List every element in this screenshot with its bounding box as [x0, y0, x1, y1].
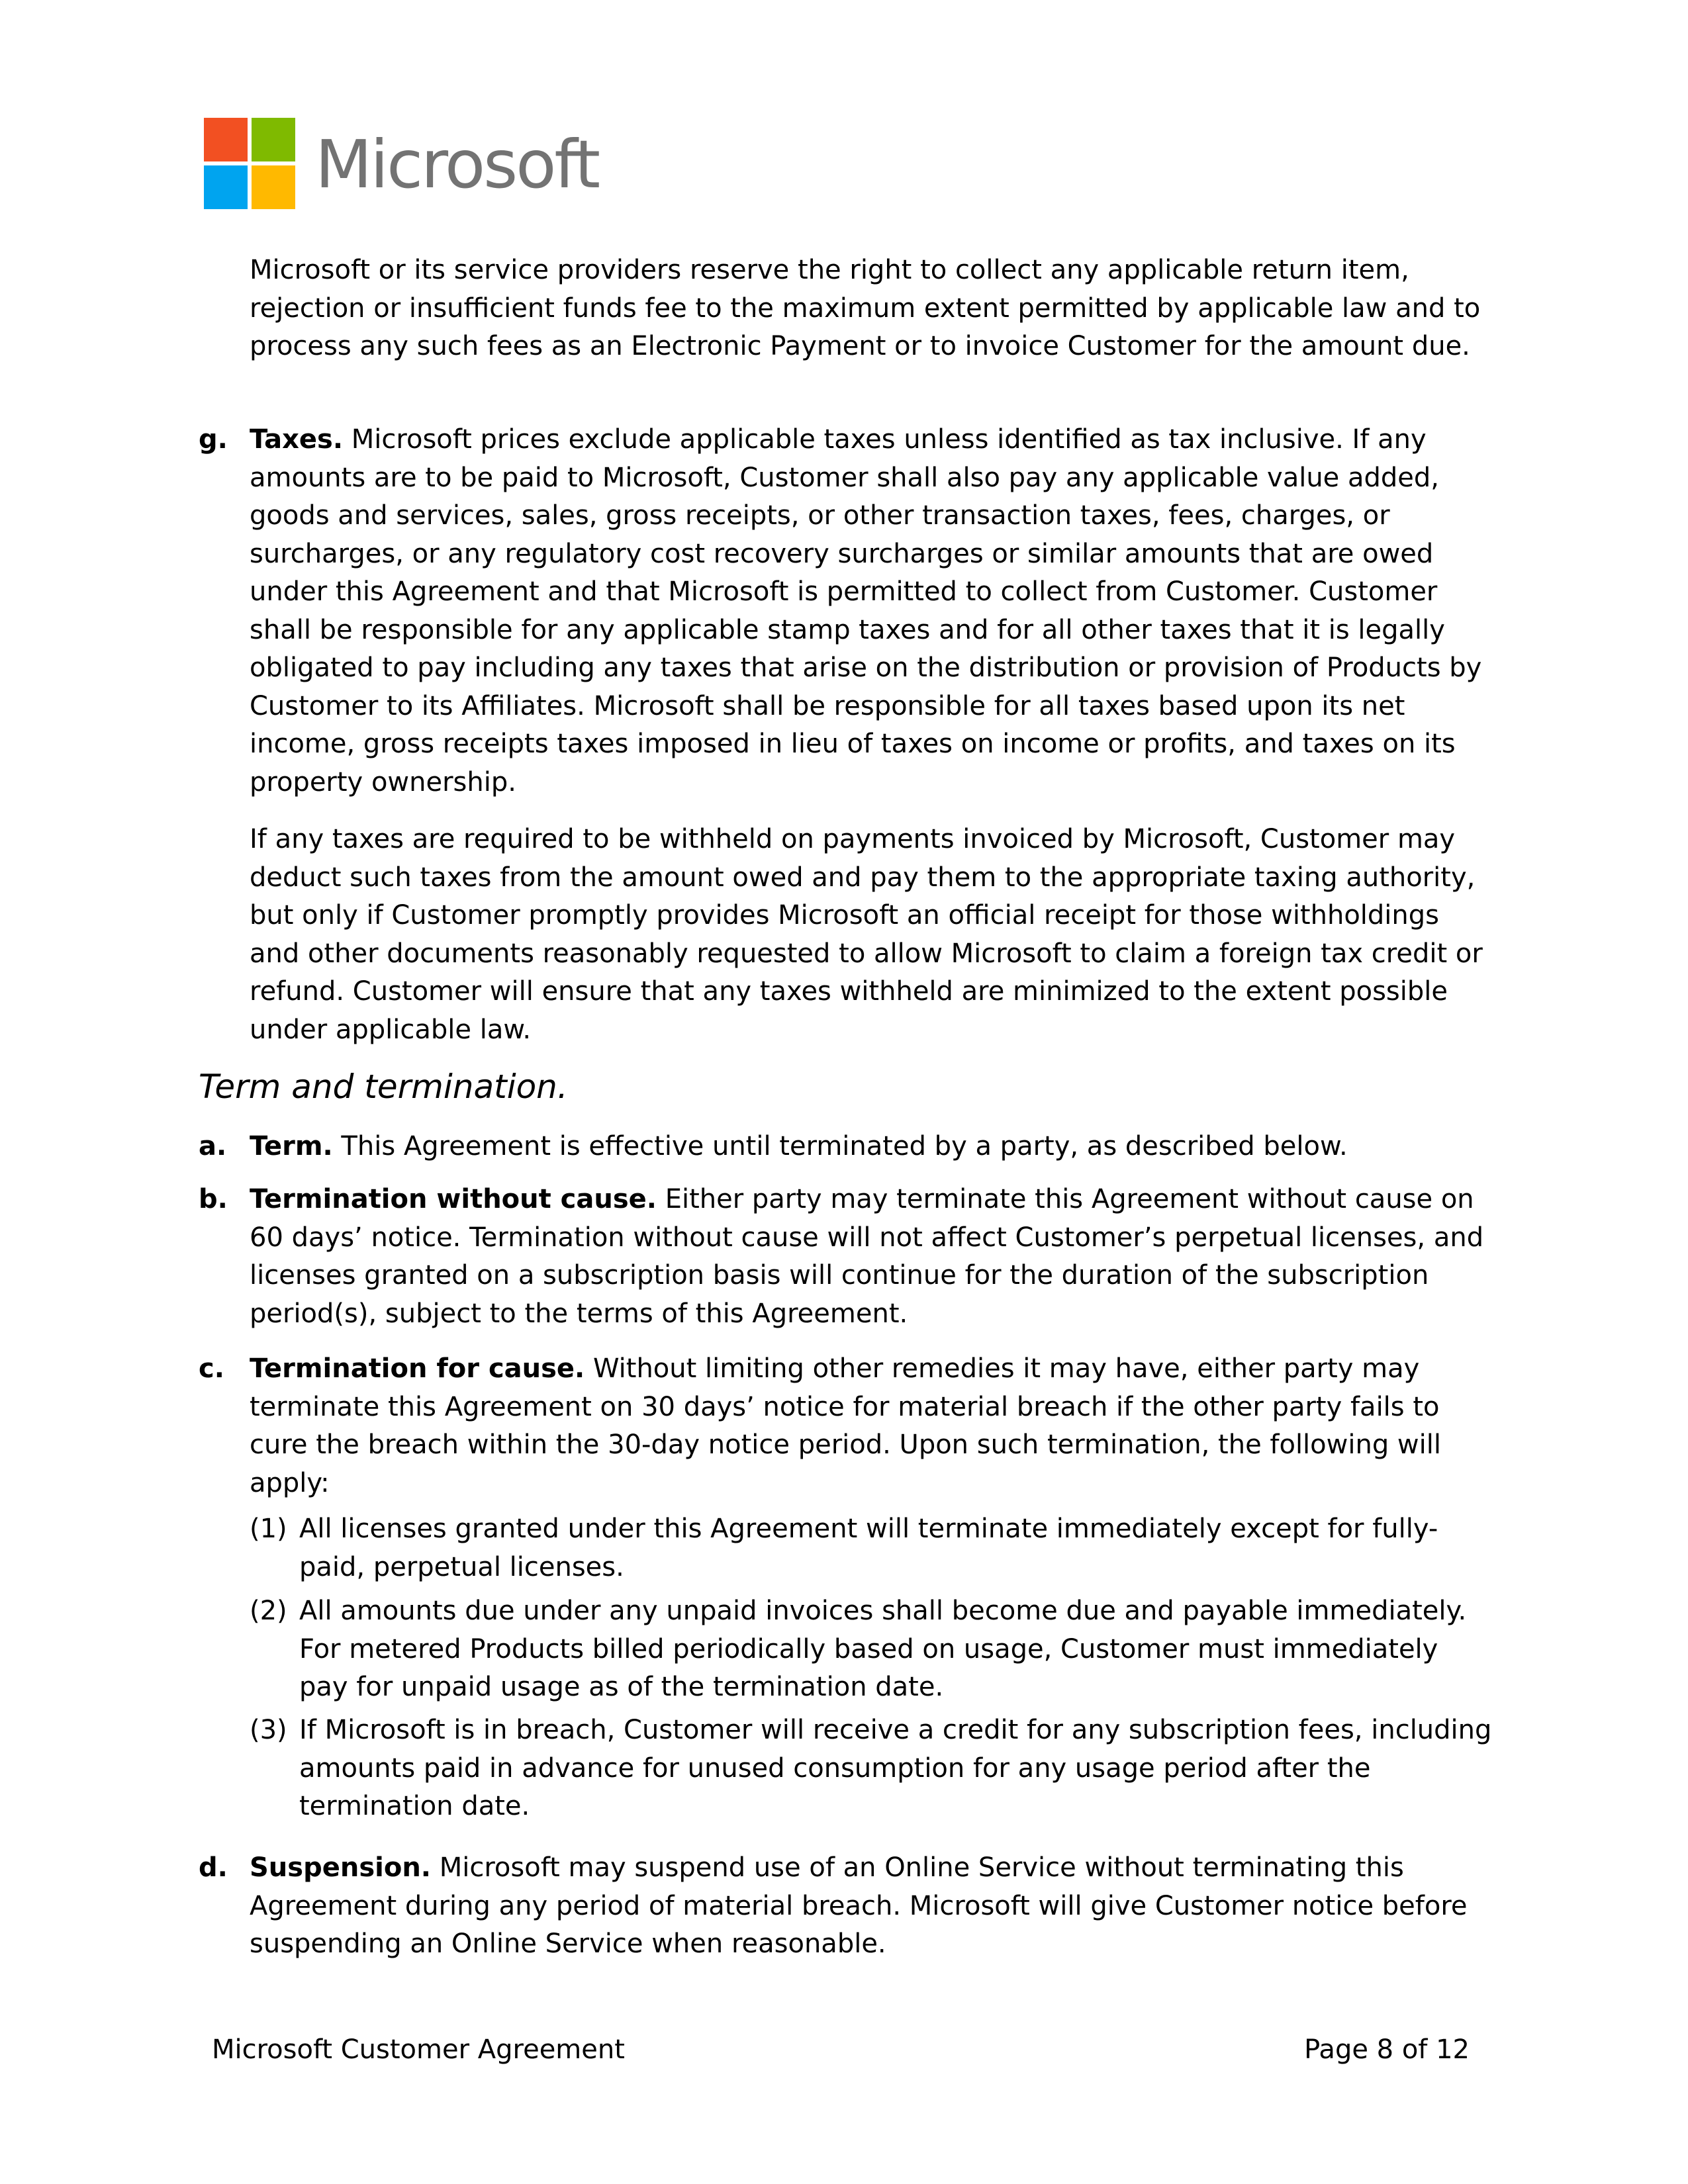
sub-item-number: (3): [250, 1715, 287, 1745]
clause-letter: d.: [199, 1852, 228, 1883]
footer-page-number: Page 8 of 12: [1304, 2034, 1470, 2065]
windows-logo-icon: [204, 118, 295, 209]
sub-item: [250, 1711, 1494, 1826]
clause-letter: a.: [199, 1131, 227, 1161]
sub-item-text: All licenses granted under this Agreement will terminate immediately except for fully-paid, perpetual licenses.: [299, 1514, 1438, 1582]
clause-text: Either party may terminate this Agreement without cause on 60 days’ notice. Termination without cause will not affect Customer’s perpetual licenses, and licenses granted on a subscription basis will continue for the duration of the subscription period(s), subject to the terms of this Agreement.: [250, 1184, 1484, 1329]
footer-document-title: Microsoft Customer Agreement: [212, 2034, 625, 2065]
logo-wordmark: Microsoft: [315, 126, 599, 203]
withholding-paragraph: If any taxes are required to be withheld on payments invoiced by Microsoft, Customer may deduct such taxes from the amount owed and pay them to the appropriate taxing authority, but only if Customer promptly provides Microsoft an official receipt for those withholdings and other documents reasonably requested to allow Microsoft to claim a foreign tax credit or refund. Customer will ensure that any taxes withheld are minimized to the extent possible under applicable law.: [250, 824, 1483, 1045]
clause-text: This Agreement is effective until terminated by a party, as described below.: [341, 1131, 1348, 1161]
clause-letter: c.: [199, 1353, 224, 1384]
sub-item-number: (1): [250, 1514, 287, 1544]
section-heading: Term and termination.: [199, 1068, 568, 1106]
logo-square-blue: [204, 165, 248, 209]
sub-item-text: All amounts due under any unpaid invoices shall become due and payable immediately. For metered Products billed periodically based on usage, Customer must immediately pay for unpaid usage as of the termination date.: [299, 1596, 1467, 1702]
clause-letter: g.: [199, 424, 228, 455]
clause-title: Termination without cause.: [250, 1184, 657, 1214]
clause-text: Microsoft may suspend use of an Online Service without terminating this Agreement during any period of material breach. Microsoft will give Customer notice before suspending an Online Service when reasonable.: [250, 1852, 1468, 1959]
clause-text: Microsoft prices exclude applicable taxes unless identified as tax inclusive. If any amounts are to be paid to Microsoft, Customer shall also pay any applicable value added, goods and services, sales, gross receipts, or other transaction taxes, fees, charges, or surcharges, or any regulatory cost recovery surcharges or similar amounts that are owed under this Agreement and that Microsoft is permitted to collect from Customer. Customer shall be responsible for any applicable stamp taxes and for all other taxes that it is legally obligated to pay including any taxes that arise on the distribution or provision of Products by Customer to its Affiliates. Microsoft shall be responsible for all taxes based upon its net income, gross receipts taxes imposed in lieu of taxes on income or profits, and taxes on its property ownership.: [250, 424, 1482, 797]
clause-term: [199, 1128, 1494, 1166]
logo-square-green: [252, 118, 295, 161]
logo-square-red: [204, 118, 248, 161]
sub-item: [250, 1510, 1494, 1586]
clause-text: Without limiting other remedies it may have, either party may terminate this Agreement on 30 days’ notice for material breach if the other party fails to cure the breach within the 30-day notice period. Upon such termination, the following will apply:: [250, 1353, 1441, 1498]
sub-item: [250, 1592, 1494, 1707]
microsoft-logo: [204, 118, 598, 209]
clause-title: Termination for cause.: [250, 1353, 585, 1384]
clause-title: Term.: [250, 1131, 333, 1161]
clause-title: Taxes.: [250, 424, 344, 455]
clause-taxes: [199, 421, 1494, 801]
sub-item-text: If Microsoft is in breach, Customer will receive a credit for any subscription fees, including amounts paid in advance for unused consumption for any usage period after the termination date.: [299, 1715, 1492, 1821]
clause-title: Suspension.: [250, 1852, 432, 1883]
clause-termination-without-cause: [199, 1181, 1494, 1333]
clause-suspension: [199, 1849, 1494, 1964]
logo-square-yellow: [252, 165, 295, 209]
intro-paragraph: Microsoft or its service providers reserve the right to collect any applicable return item, rejection or insufficient funds fee to the maximum extent permitted by applicable law and to process any such fees as an Electronic Payment or to invoice Customer for the amount due.: [250, 255, 1481, 361]
clause-letter: b.: [199, 1184, 228, 1214]
clause-termination-for-cause: [199, 1350, 1494, 1502]
sub-item-number: (2): [250, 1596, 287, 1626]
